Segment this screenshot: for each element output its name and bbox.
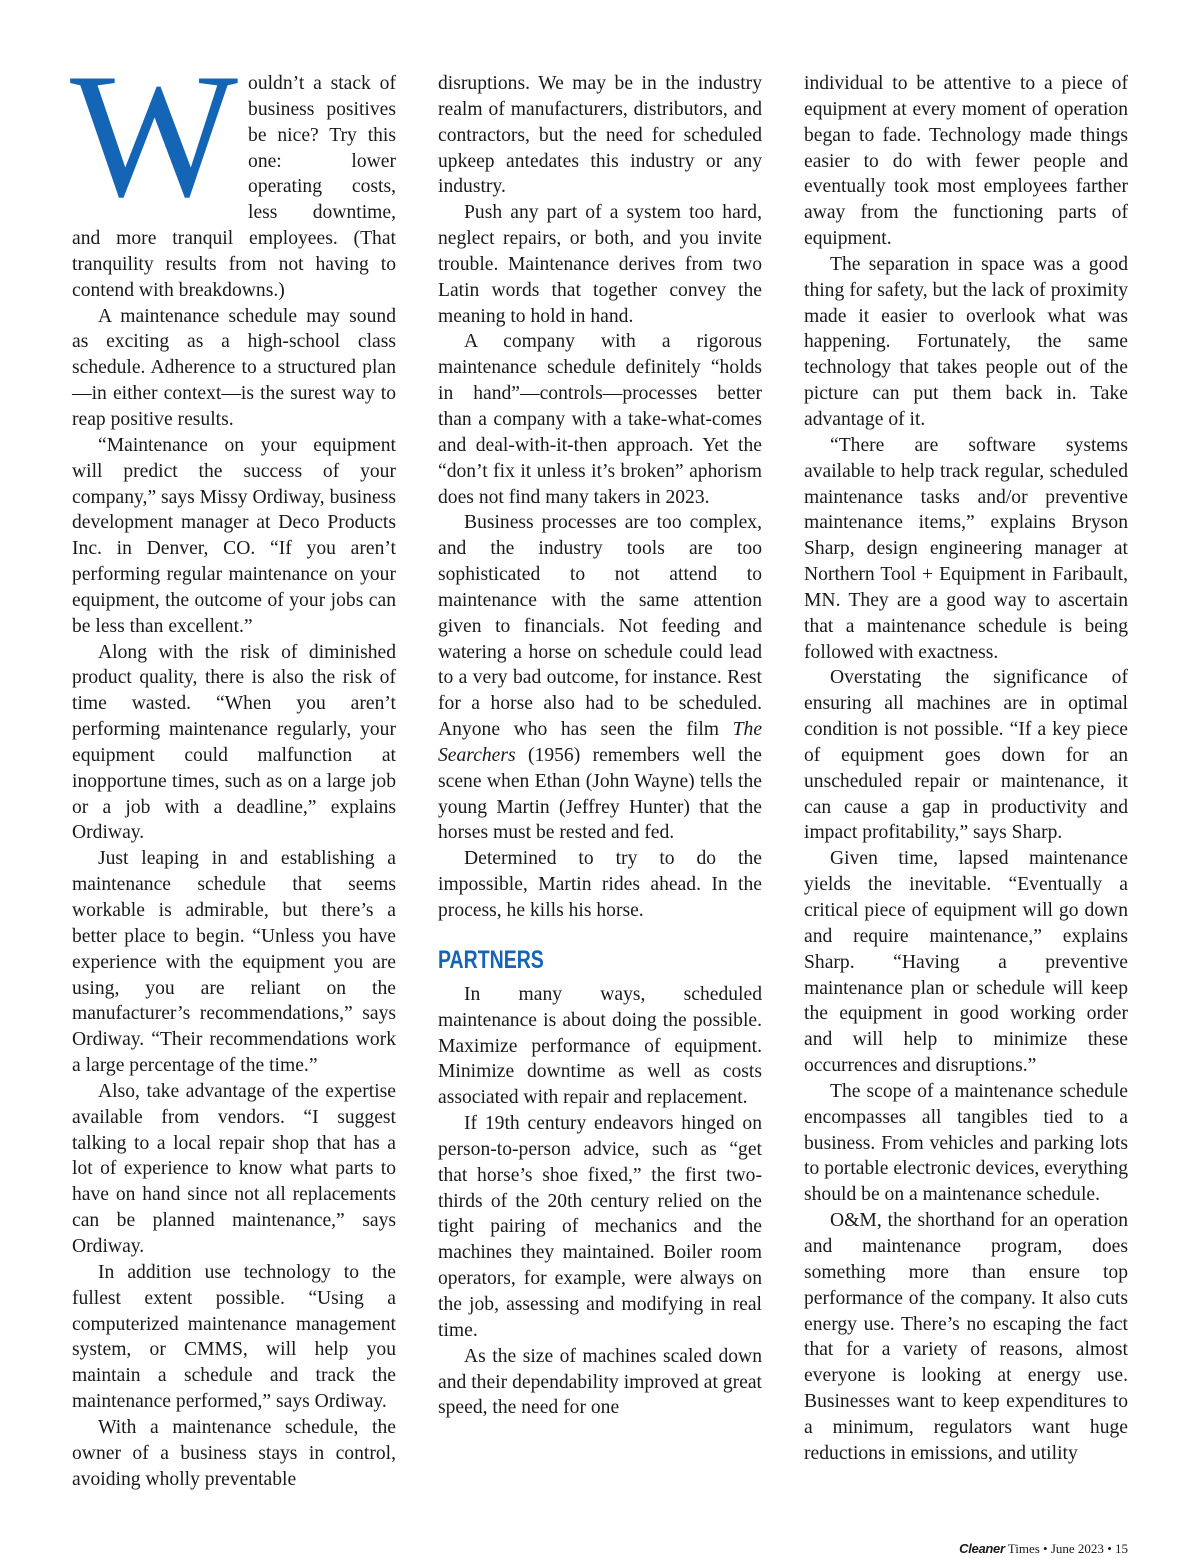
article-paragraph [70, 36, 396, 304]
article-paragraph: individual to be attentive to a piece of equipment at every moment of operation began to fade. Technology made things easier to do with fewer people and eventually took most employees farther away from the functioning parts of equipment. [804, 73, 1128, 250]
article-paragraph: In addition use technology to the fullest extent possible. “Using a computerized maintenance management system, or CMMS, will help you maintain a schedule and track the maintenance performed,” says Ordiway. [72, 1261, 396, 1413]
article-paragraph: The separation in space was a good thing for safety, but the lack of proximity made it easier to overlook what was happening. Fortunately, the same technology that takes people out of the picture can put them back in. Take advantage of it. [804, 253, 1128, 430]
article-paragraph: Just leaping in and establishing a maintenance schedule that seems workable is admirable, but there’s a better place to begin. “Unless you have experience with the equipment you are using, you are reliant on the manufacturer’s recommendations,” says Ordiway. “Their recommendations work a large percentage of the time.” [72, 848, 396, 1077]
article-paragraph: In many ways, scheduled maintenance is about doing the possible. Maximize performance of equipment. Minimize downtime as well as costs associated with repair and replacement. [438, 983, 762, 1109]
opening-text: ouldn’t a stack of business positives be nice? Try this one: lower operating costs, less downtime, and more tranquil employees. (That tranquility results from not having to contend with breakdowns.) [72, 73, 396, 301]
article-paragraph: Push any part of a system too hard, neglect repairs, or both, and you invite trouble. Maintenance derives from two Latin words that together convey the meaning to hold in hand. [438, 202, 762, 327]
article-paragraph: Determined to try to do the impossible, Martin rides ahead. In the process, he kills his horse. [438, 848, 762, 921]
article-paragraph: Given time, lapsed maintenance yields the inevitable. “Eventually a critical piece of equipment will go down and require maintenance,” explains Sharp. “Having a preventive maintenance plan or schedule will keep the equipment in good working order and will help to minimize these occurrences and disruptions.” [804, 848, 1128, 1077]
footer-bullet: • [1043, 1541, 1048, 1556]
article-paragraph: Also, take advantage of the expertise available from vendors. “I suggest talking to a local repair shop that has a lot of experience to know what parts to have on hand since not all replacements can be planned maintenance,” says Ordiway. [72, 1080, 396, 1257]
magazine-brand-rest: Times [1007, 1541, 1040, 1556]
page-footer [959, 1541, 1128, 1557]
film-title: The Searchers [438, 719, 763, 766]
article-paragraph: The scope of a maintenance schedule encompasses all tangibles tied to a business. From vehicles and parking lots to portable electronic devices, everything should be on a maintenance schedule. [804, 1080, 1128, 1206]
section-subhead: PARTNERS [438, 945, 544, 974]
article-paragraph: If 19th century endeavors hinged on person-to-person advice, such as “get that horse’s shoe fixed,” the first two-thirds of the 20th century relied on the tight pairing of mechanics and the machines they maintained. Boiler room operators, for example, were always on the job, assessing and modifying in real time. [438, 1113, 762, 1341]
article-paragraph: A company with a rigorous maintenance schedule definitely “holds in hand”—controls—processes better than a company with a take-what-comes and deal-with-it-then approach. Yet the “don’t fix it unless it’s broken” aphorism does not find many takers in 2023. [438, 331, 762, 508]
article-paragraph: disruptions. We may be in the industry realm of manufacturers, distributors, and contractors, but the need for scheduled upkeep antedates this industry or any industry. [438, 73, 762, 198]
magazine-brand: Cleaner [959, 1541, 1005, 1556]
article-paragraph: As the size of machines scaled down and their dependability improved at great speed, the need for one [438, 1345, 762, 1419]
paragraph-text: Business processes are too complex, and the industry tools are too sophisticated to not attend to maintenance with the same attention given to financials. Not feeding and watering a horse on schedule could lead to a very bad outcome, for instance. Rest for a horse also had to be scheduled. Anyone who has seen the film [438, 512, 762, 741]
article-paragraph: “Maintenance on your equipment will predict the success of your company,” says Missy Ordiway, business development manager at Deco Products Inc. in Denver, CO. “If you aren’t performing regular maintenance on your equipment, the outcome of your jobs can be less than excellent.” [72, 434, 396, 637]
article-paragraph: O&M, the shorthand for an operation and maintenance program, does something more than ensure top performance of the company. It also cuts energy use. There’s no escaping the fact that for a variety of reasons, almost everyone is looking at energy use. Businesses want to keep expenditures to a minimum, regulators want huge reductions in emissions, and utility [804, 1210, 1128, 1464]
issue-date: June 2023 [1050, 1541, 1104, 1556]
article-paragraph: Overstating the significance of ensuring all machines are in optimal condition is not possible. “If a key piece of equipment goes down for an unscheduled repair or maintenance, it can cause a gap in productivity and impact profitability,” says Sharp. [804, 667, 1128, 844]
article-paragraph [438, 510, 762, 846]
article-column-1 [70, 36, 396, 1492]
article-paragraph: Along with the risk of diminished product quality, there is also the risk of time wasted. “When you aren’t performing maintenance regularly, your equipment could malfunction at inopportune times, such as on a large job or a job with a deadline,” explains Ordiway. [72, 641, 396, 844]
article-paragraph: “There are software systems available to help track regular, scheduled maintenance tasks and/or preventive maintenance items,” explains Bryson Sharp, design engineering manager at Northern Tool + Equipment in Faribault, MN. They are a good way to ascertain that a maintenance schedule is being followed with exactness. [804, 434, 1128, 663]
article-paragraph: A maintenance schedule may sound as exciting as a high-school class schedule. Adherence to a structured plan—in either context—is the surest way to reap positive results. [72, 305, 396, 430]
drop-cap: W [70, 36, 239, 234]
paragraph-text: (1956) remembers well the scene when Ethan (John Wayne) tells the young Martin (Jeffrey Hunter) that the horses must be rested and fed. [438, 744, 762, 844]
article-column-3 [804, 71, 1128, 1467]
article-paragraph: With a maintenance schedule, the owner of a business stays in control, avoiding wholly preventable [72, 1416, 396, 1490]
article-column-2 [438, 71, 762, 1421]
footer-bullet: • [1107, 1541, 1112, 1556]
page-number: 15 [1115, 1541, 1128, 1556]
